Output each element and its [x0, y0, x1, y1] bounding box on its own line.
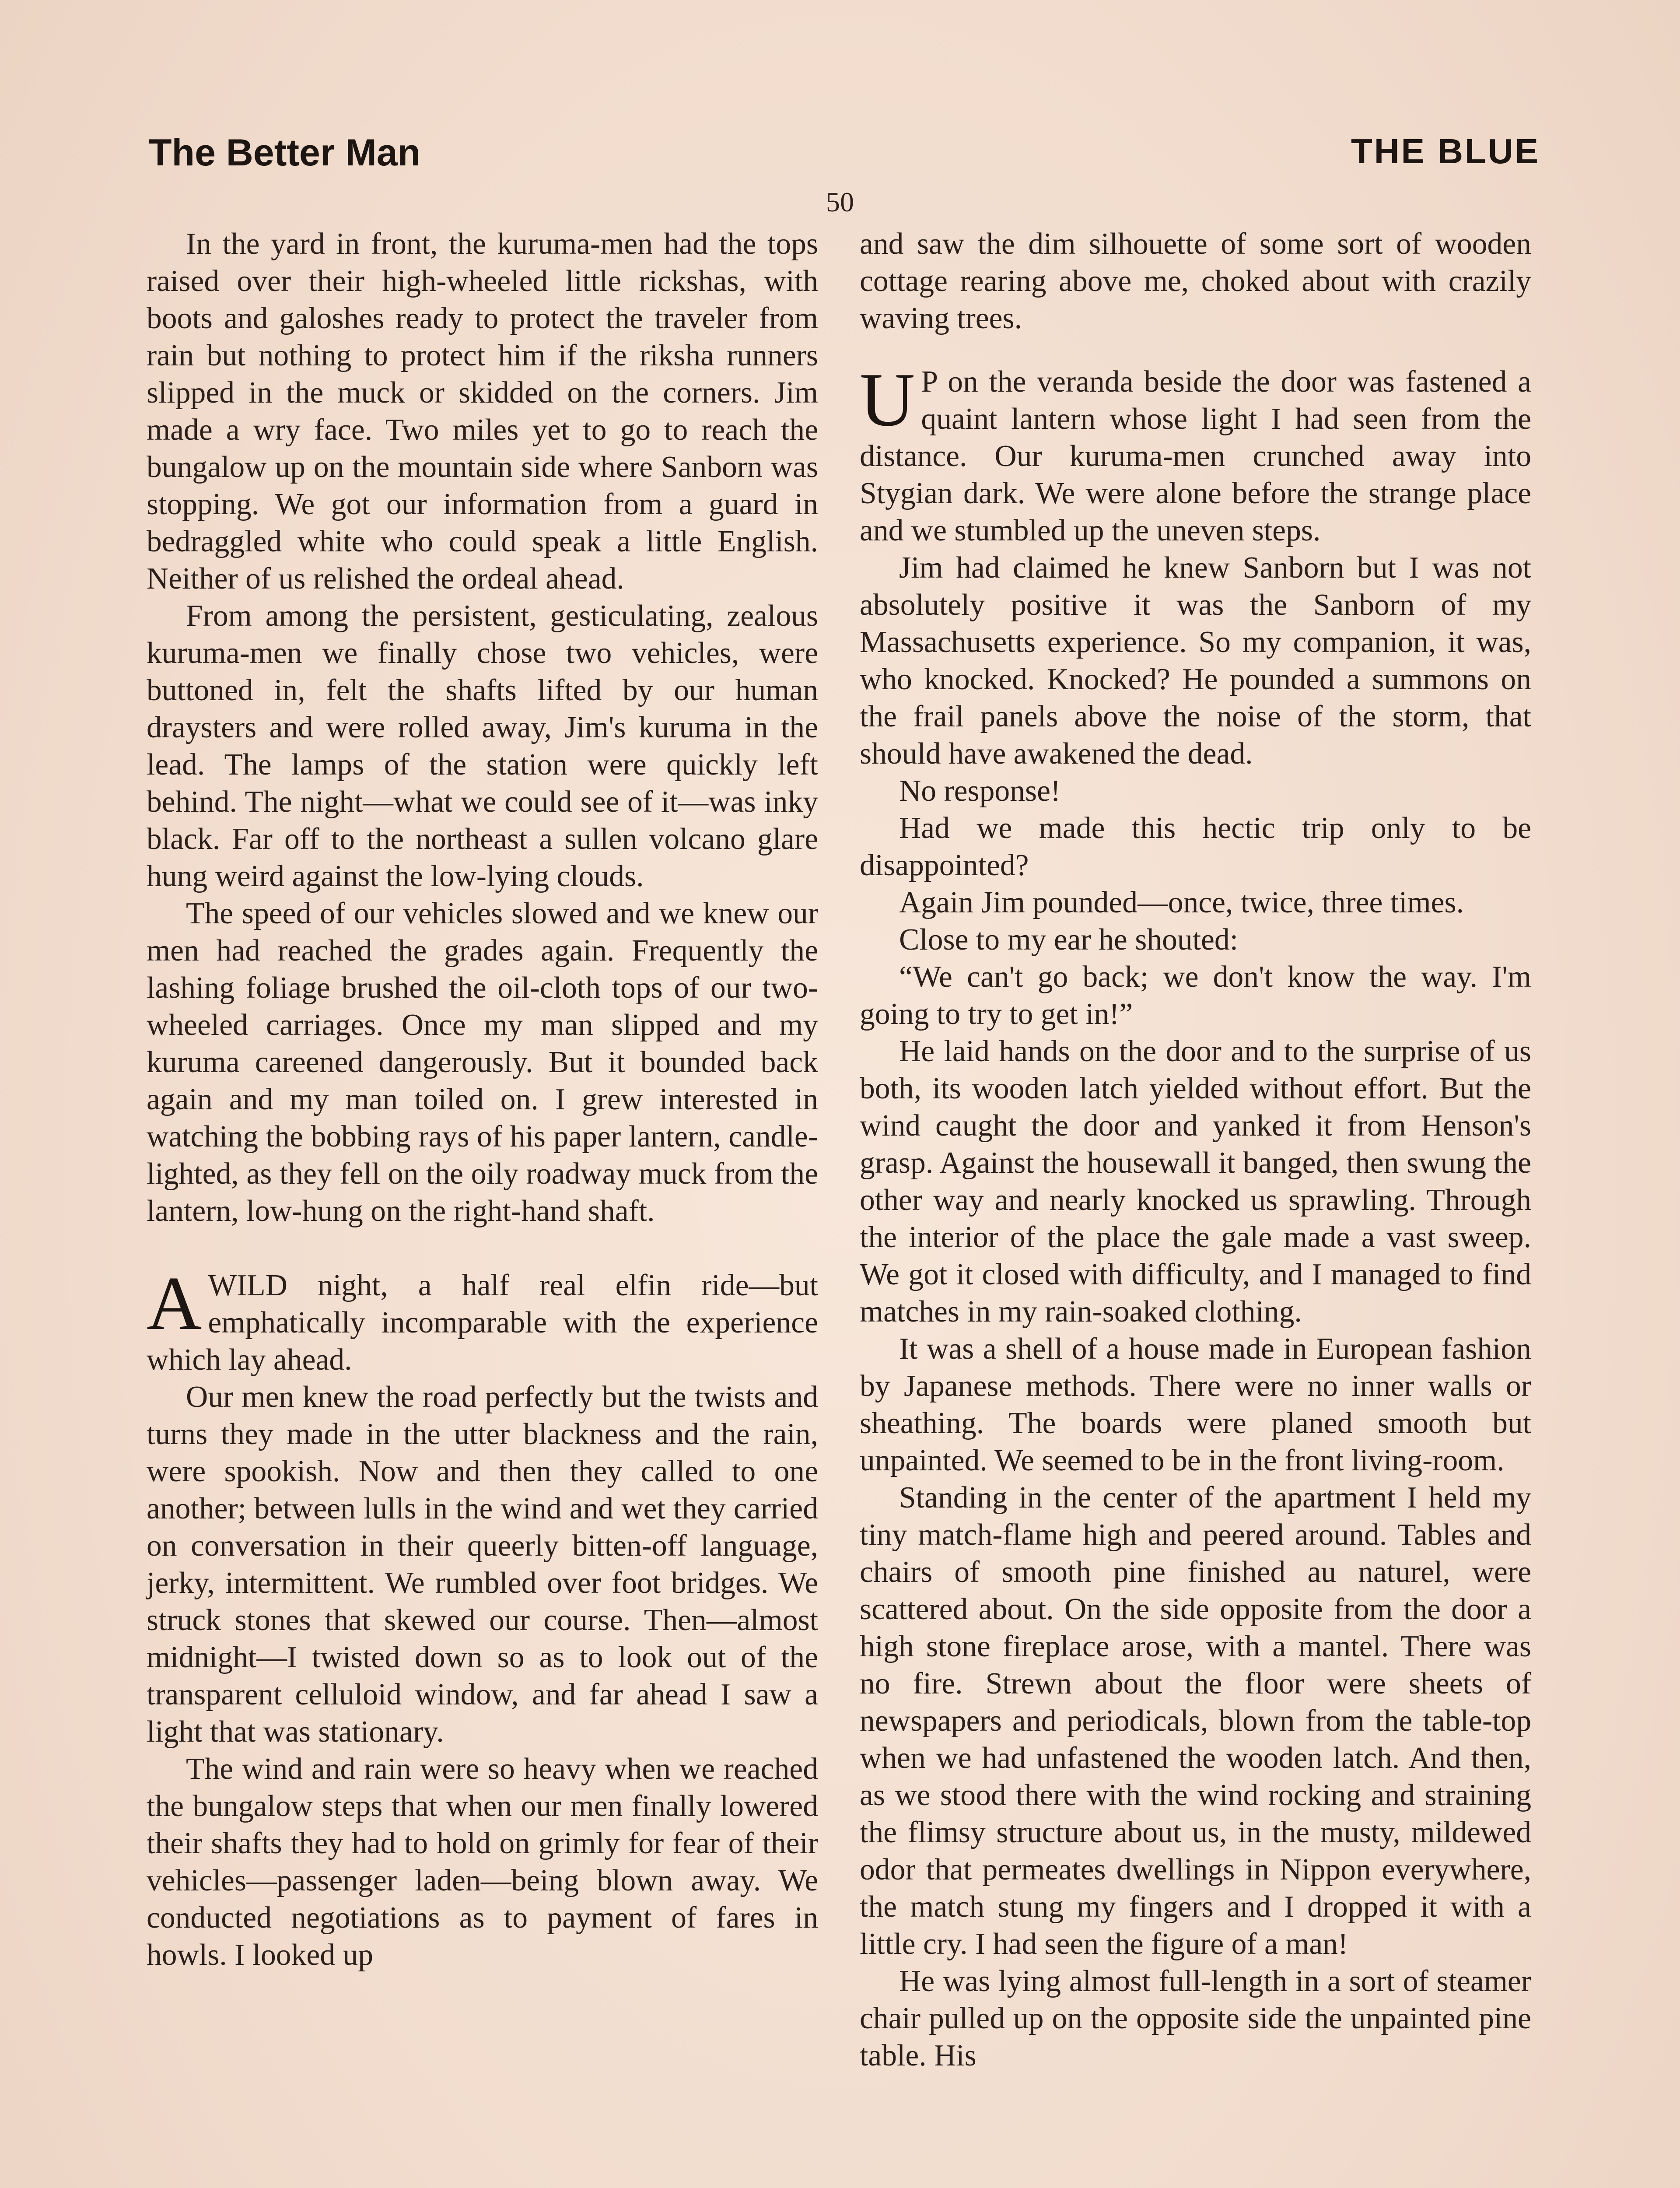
left-column — [147, 225, 818, 1974]
right-column — [860, 225, 1531, 2074]
paragraph: He was lying almost full-length in a sort of steamer chair pulled up on the opposite side the unpainted pine table. His — [860, 1964, 1531, 2072]
section-paragraph — [147, 1261, 818, 1378]
drop-cap: U — [860, 357, 915, 442]
paragraph: Close to my ear he shouted: — [899, 923, 1239, 957]
paragraph: Standing in the center of the apartment I held my tiny match-flame high and peered around. Tables and chairs of smooth pine finished au naturel, were scattered about. On the side opposite from the door a high stone fireplace arose, with a mantel. There was no fire. Strewn about the floor were sheets of newspapers and periodicals, blown from the table-top when we had unfastened the wooden latch. And then, as we stood there with the wind rocking and straining the flimsy structure about us, in the musty, mildewed odor that permeates dwellings in Nippon everywhere, the match stung my fingers and I dropped it with a little cry. I had seen the figure of a man! — [860, 1481, 1531, 1961]
paragraph: The wind and rain were so heavy when we reached the bungalow steps that when our men finally lowered their shafts they had to hold on grimly for fear of their vehicles—passenger laden—being blown away. We conducted negotiations as to payment of fares in howls. I looked up — [147, 1752, 818, 1972]
paragraph: No response! — [899, 774, 1061, 808]
section-paragraph — [860, 357, 1531, 549]
paragraph: The speed of our vehicles slowed and we knew our men had reached the grades again. Frequently the lashing foliage brushed the oil-cloth tops of our two-wheeled carriages. Once my man slipped and my kuruma careened dangerously. But it bounded back again and my man toiled on. I grew interested in watching the bobbing rays of his paper lantern, candle-lighted, as they fell on the oily roadway muck from the lantern, low-hung on the right-hand shaft. — [147, 897, 818, 1228]
paragraph: Had we made this hectic trip only to be disappointed? — [860, 811, 1531, 882]
paragraph-text: WILD night, a half real elfin ride—but emphatically incomparable with the experience which lay ahead. — [147, 1269, 818, 1377]
paragraph-text: P on the veranda beside the door was fastened a quaint lantern whose light I had seen from the distance. Our kuruma-men crunched away into Stygian dark. We were alone before the strange place and we stumbled up the uneven steps. — [860, 365, 1531, 547]
paragraph: Again Jim pounded—once, twice, three times. — [899, 886, 1464, 919]
paragraph: Our men knew the road perfectly but the twists and turns they made in the utter blackness and the rain, were spookish. Now and then they called to one another; between lulls in the wind and wet they carried on conversation in their queerly bitten-off language, jerky, intermittent. We rumbled over foot bridges. We struck stones that skewed our course. Then—almost midnight—I twisted down so as to look out of the transparent celluloid window, and far ahead I saw a light that was stationary. — [147, 1380, 818, 1749]
paragraph: He laid hands on the door and to the surprise of us both, its wooden latch yielded without effort. But the wind caught the door and yanked it from Henson's grasp. Against the housewall it banged, then swung the other way and nearly knocked us sprawling. Through the interior of the place the gale made a vast sweep. We got it closed with difficulty, and I managed to find matches in my rain-soaked clothing. — [860, 1034, 1531, 1329]
story-title: The Better Man — [149, 132, 421, 174]
paragraph: and saw the dim silhouette of some sort of wooden cottage rearing above me, choked about with crazily waving trees. — [860, 227, 1531, 335]
paragraph: “We can't go back; we don't know the way. I'm going to try to get in!” — [860, 960, 1531, 1031]
paragraph: From among the persistent, gesticulating, zealous kuruma-men we finally chose two vehicles, were buttoned in, felt the shafts lifted by our human draysters and were rolled away, Jim's kuruma in the lead. The lamps of the station were quickly left behind. The night—what we could see of it—was inky black. Far off to the northeast a sullen volcano glare hung weird against the low-lying clouds. — [147, 599, 818, 893]
page-number: 50 — [826, 186, 854, 217]
drop-cap: A — [147, 1261, 202, 1346]
magazine-name: THE BLUE — [1351, 132, 1540, 171]
paragraph: It was a shell of a house made in European fashion by Japanese methods. There were no inner walls or sheathing. The boards were planed smooth but unpainted. We seemed to be in the front living-room. — [860, 1332, 1531, 1477]
paragraph: Jim had claimed he knew Sanborn but I was not absolutely positive it was the Sanborn of my Massachusetts experience. So my companion, it was, who knocked. Knocked? He pounded a summons on the frail panels above the noise of the storm, that should have awakened the dead. — [860, 551, 1531, 771]
paragraph: In the yard in front, the kuruma-men had the tops raised over their high-wheeled little rickshas, with boots and galoshes ready to protect the traveler from rain but nothing to protect him if the riksha runners slipped in the muck or skidded on the corners. Jim made a wry face. Two miles yet to go to reach the bungalow up on the mountain side where Sanborn was stopping. We got our information from a guard in bedraggled white who could speak a little English. Neither of us relished the ordeal ahead. — [147, 227, 818, 596]
